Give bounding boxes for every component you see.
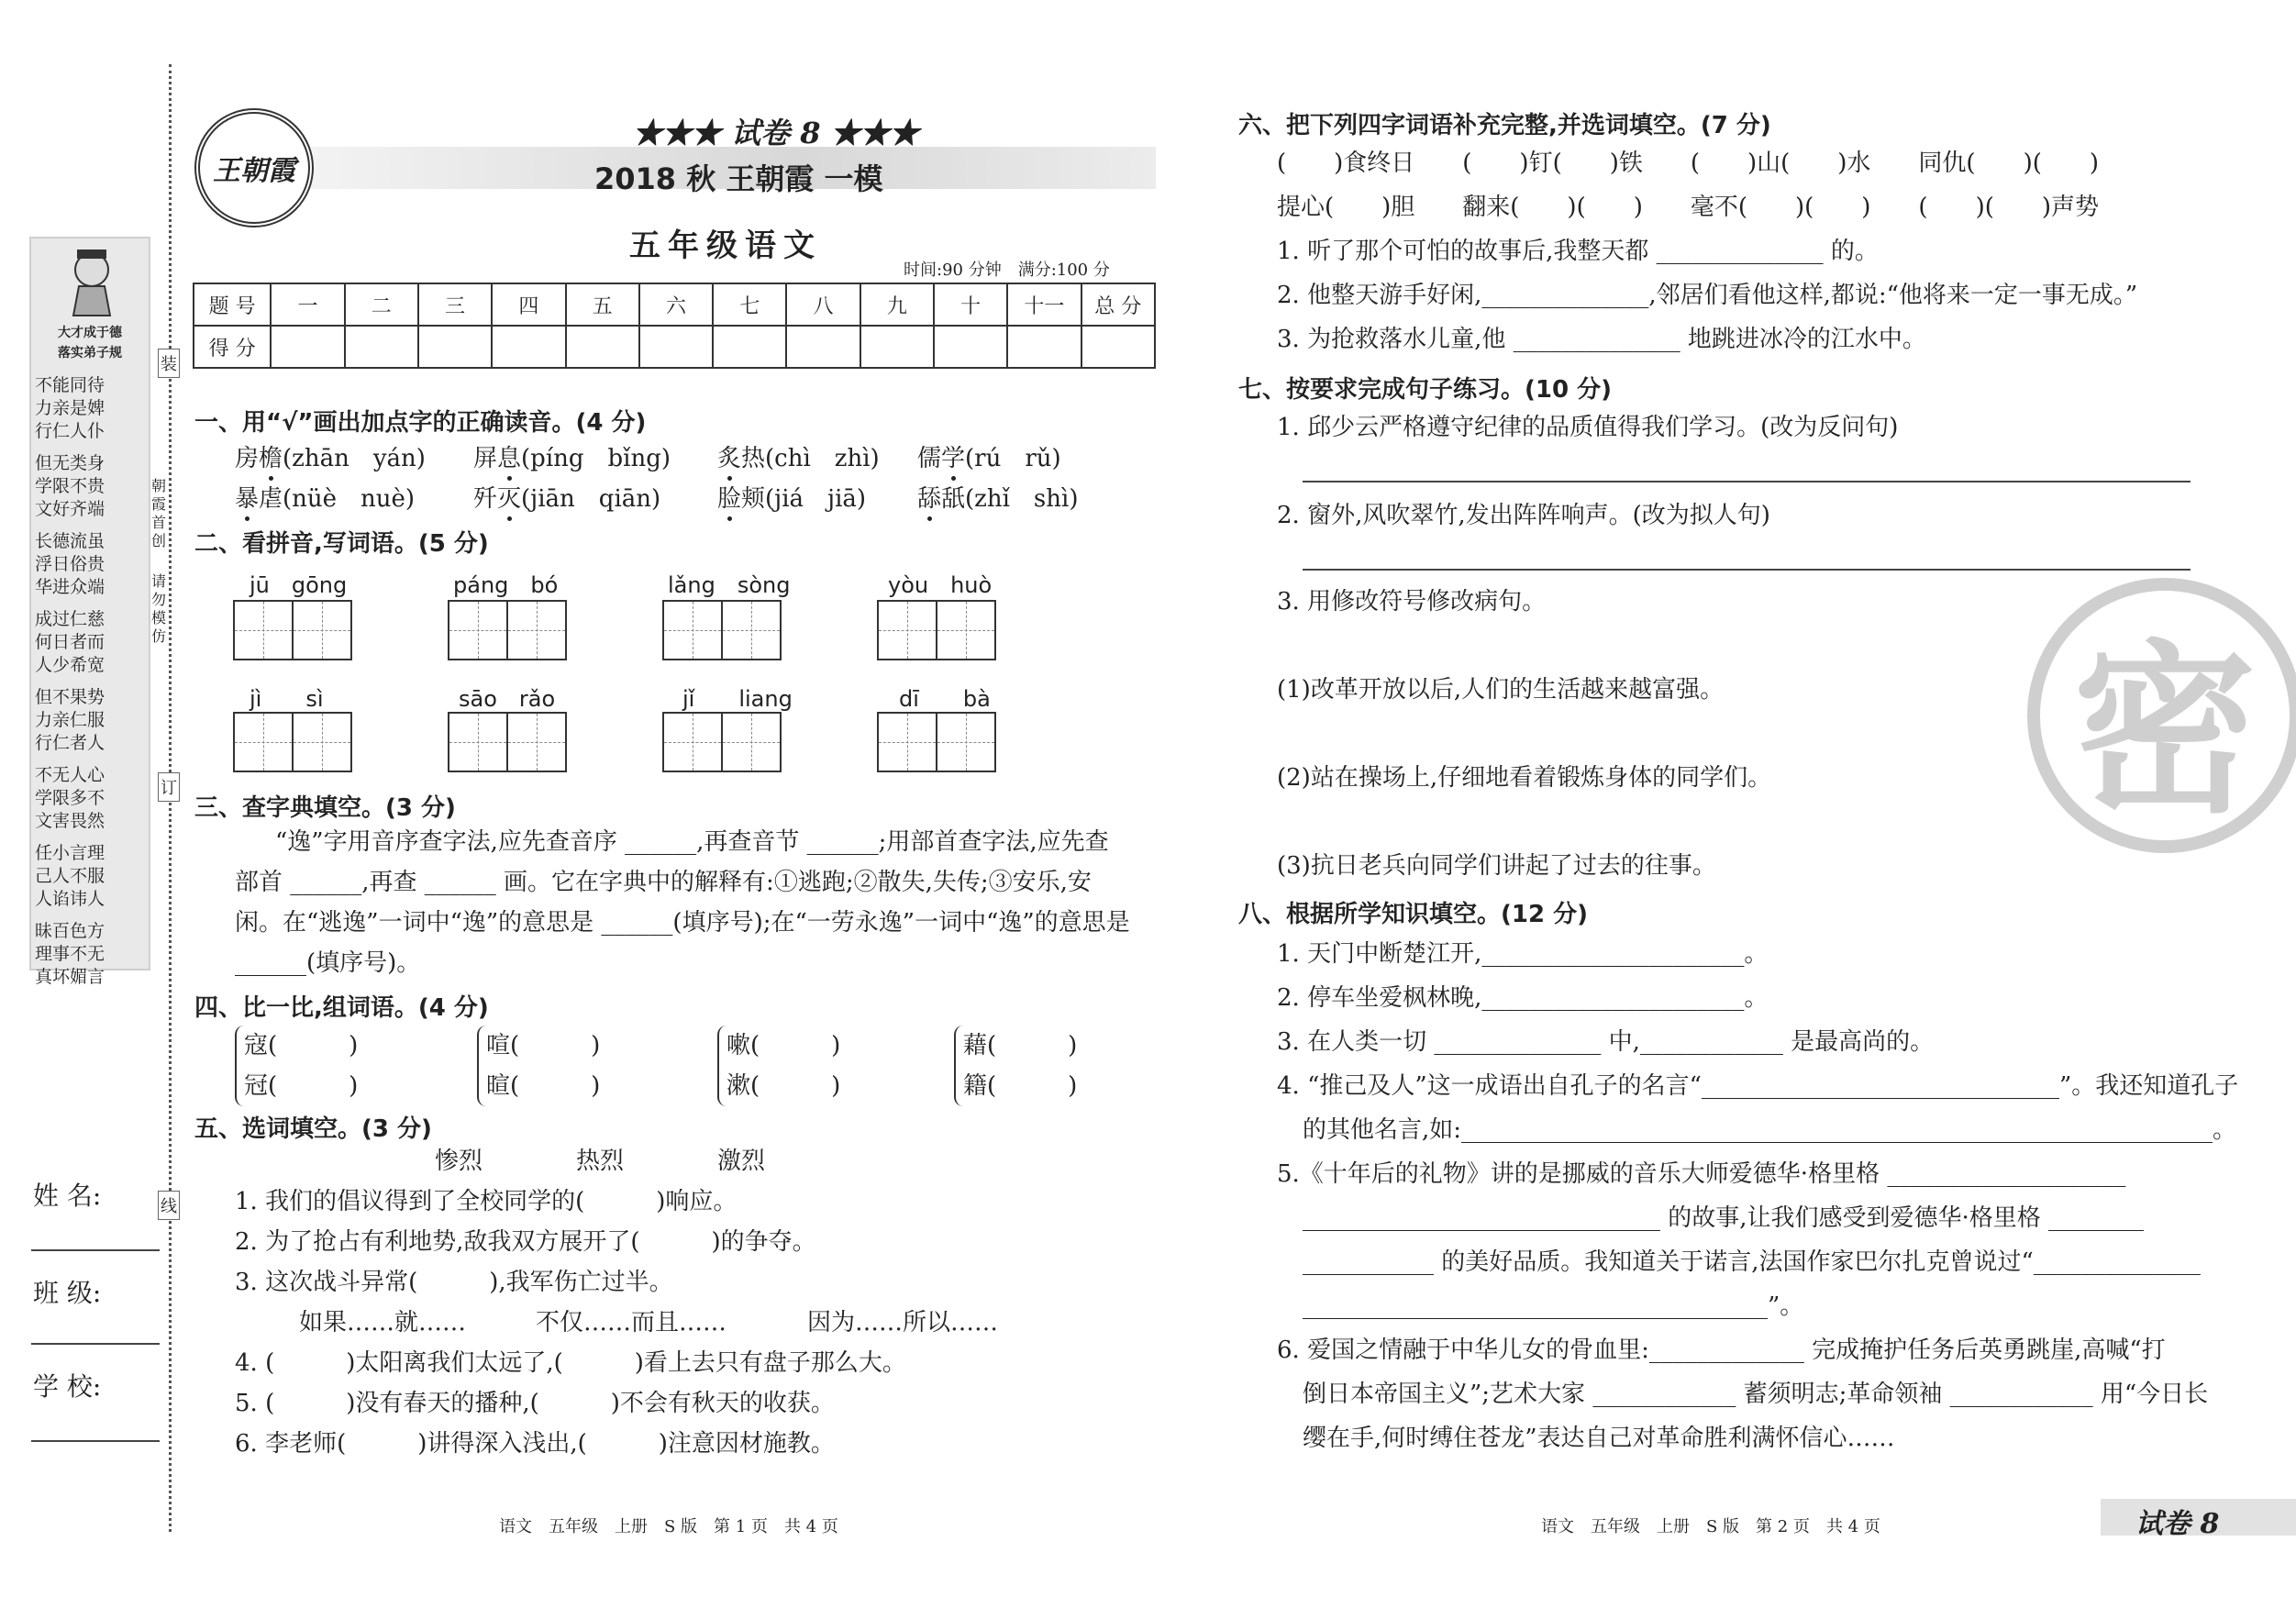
section-7-title: 七、按要求完成句子练习。(10 分): [1238, 376, 1612, 404]
compare-pair: 藉( ) 籍( ): [954, 1026, 1077, 1106]
s1-item: 屏息(píng bǐng): [473, 445, 671, 472]
motto-group: 不能同待 力亲是婢 行仁人仆: [35, 375, 105, 441]
motto-group: 不无人心 学限多不 文害畏然: [35, 765, 105, 831]
writing-grid[interactable]: [662, 712, 780, 772]
section-3-title: 三、查字典填空。(3 分): [194, 794, 456, 822]
side-mark-xian: 线: [158, 1191, 180, 1220]
s5-item: 6. 李老师( )讲得深入浅出,( )注意因材施教。: [235, 1430, 835, 1458]
s8-line: 的其他名言,如:_______________________________________________________________。: [1303, 1116, 2237, 1144]
s3-line: 闲。在“逃逸”一词中“逸”的意思是 ______(填序号);在“一劳永逸”一词中“逸”的意思是: [235, 909, 1130, 937]
score-cell[interactable]: [786, 326, 860, 368]
pinyin-label: jū gōng: [250, 572, 348, 598]
footer-left: 语文 五年级 上册 S 版 第 1 页 共 4 页: [499, 1517, 838, 1536]
s6-item: 1. 听了那个可怕的故事后,我整天都 ______________ 的。: [1277, 238, 1879, 265]
section-6-title: 六、把下列四字词语补充完整,并选词填空。(7 分): [1238, 112, 1771, 139]
motto-line: 大才成于德: [58, 326, 122, 340]
s5-item: 3. 这次战斗异常( ),我军伤亡过半。: [235, 1269, 673, 1296]
side-mark-ding: 订: [158, 772, 180, 802]
school-field-line[interactable]: [31, 1440, 160, 1442]
score-table: [193, 283, 1156, 369]
school-field-label: 学 校:: [33, 1371, 102, 1402]
score-cell[interactable]: [713, 326, 786, 368]
pinyin-label: yòu huò: [888, 572, 993, 598]
s5-item: 2. 为了抢占有利地势,敌我双方展开了( )的争夺。: [235, 1228, 816, 1256]
compare-pair: 嗽( ) 漱( ): [717, 1026, 840, 1106]
motto-group: 长德流虽 浮日俗贵 华进众端: [35, 531, 105, 597]
s1-item: 舔舐(zhǐ shì): [917, 485, 1079, 513]
word-option: 不仅……而且……: [536, 1309, 727, 1336]
s7-item: 2. 窗外,风吹翠竹,发出阵阵响声。(改为拟人句): [1277, 502, 1770, 529]
pinyin-label: jì sì: [250, 686, 324, 712]
score-cell[interactable]: [418, 326, 492, 368]
table-cell: 总 分: [1081, 283, 1155, 326]
name-field-label: 姓 名:: [33, 1181, 102, 1211]
footer-right: 语文 五年级 上册 S 版 第 2 页 共 4 页: [1541, 1517, 1880, 1536]
class-field-label: 班 级:: [33, 1278, 102, 1308]
s3-line: ______(填序号)。: [235, 949, 421, 977]
name-field-line[interactable]: [31, 1249, 160, 1251]
score-cell[interactable]: [566, 326, 639, 368]
compare-pair: 寇( ) 冠( ): [235, 1026, 358, 1106]
word-option: 惨烈: [435, 1148, 483, 1175]
s6-row: ( )食终日 ( )钉( )铁 ( )山( )水 同仇( )( ): [1277, 150, 2100, 177]
pinyin-label: lǎng sòng: [668, 572, 791, 598]
word-option: 热烈: [576, 1148, 625, 1175]
writing-grid[interactable]: [448, 712, 565, 772]
s7-sub: (2)站在操场上,仔细地看着锻炼身体的同学们。: [1277, 764, 1772, 792]
section-5-title: 五、选词填空。(3 分): [194, 1115, 432, 1143]
s1-item: 歼灭(jiān qiān): [473, 485, 661, 513]
exam-title: 2018 秋 王朝霞 一模: [594, 161, 883, 196]
compare-pair: 喧( ) 暄( ): [477, 1026, 600, 1106]
time-score: 时间:90 分钟 满分:100 分: [904, 261, 1110, 280]
s7-sub: (1)改革开放以后,人们的生活越来越富强。: [1277, 676, 1725, 704]
pinyin-label: jǐ liang: [682, 686, 793, 712]
writing-grid[interactable]: [662, 600, 780, 660]
s6-item: 3. 为抢救落水儿童,他 ______________ 地跳进冰冷的江水中。: [1277, 326, 1926, 353]
section-2-title: 二、看拼音,写词语。(5 分): [194, 530, 489, 558]
writing-grid[interactable]: [233, 600, 350, 660]
pinyin-label: sāo rǎo: [459, 686, 556, 712]
answer-line[interactable]: [1303, 481, 2191, 482]
motto-group: 但无类身 学限不贵 文好齐端: [35, 453, 105, 519]
s7-item: 3. 用修改符号修改病句。: [1277, 588, 1547, 616]
table-cell: 四: [492, 283, 565, 326]
s8-line: 6. 爱国之情融于中华儿女的骨血里:_____________ 完成掩护任务后英勇跳崖,高喊“打: [1277, 1336, 2166, 1364]
table-cell: 十: [934, 283, 1007, 326]
s1-item: 房檐(zhān yán): [235, 445, 426, 472]
s8-line: 1. 天门中断楚江开,______________________。: [1277, 940, 1769, 968]
motto-group: 但不果势 力亲仁服 行仁者人: [35, 687, 105, 753]
pinyin-label: dī bà: [899, 686, 991, 712]
s6-item: 2. 他整天游手好闲,______________,邻居们看他这样,都说:“他将来一定一事无成。”: [1277, 282, 2138, 309]
motto-group: 昧百色方 理事不无 真坏媚言: [35, 921, 105, 987]
table-cell: 题 号: [194, 283, 271, 326]
word-option: 因为……所以……: [807, 1309, 999, 1336]
s6-row: 提心( )胆 翻来( )( ) 毫不( )( ) ( )( )声势: [1277, 194, 2100, 221]
s7-sub: (3)抗日老兵向同学们讲起了过去的往事。: [1277, 852, 1716, 880]
s8-line: _______________________________________”。: [1303, 1292, 1804, 1320]
s8-line: 缨在手,何时缚住苍龙”表达自己对革命胜利满怀信心……: [1303, 1425, 1895, 1452]
section-8-title: 八、根据所学知识填空。(12 分): [1238, 901, 1588, 928]
s5-item: 1. 我们的倡议得到了全校同学的( )响应。: [235, 1188, 738, 1215]
score-cell[interactable]: [492, 326, 565, 368]
s1-item: 儒学(rú rǔ): [917, 445, 1061, 472]
subject-title: 五年级语文: [629, 227, 822, 264]
motto-block: [35, 374, 141, 998]
copyright-note: 请勿模仿: [151, 572, 167, 645]
writing-grid[interactable]: [233, 712, 350, 772]
table-cell: 一: [271, 283, 344, 326]
section-4-title: 四、比一比,组词语。(4 分): [194, 994, 489, 1022]
table-cell: 五: [566, 283, 639, 326]
s8-line: ___________ 的美好品质。我知道关于诺言,法国作家巴尔扎克曾说过“______________: [1303, 1248, 2201, 1276]
answer-line[interactable]: [1303, 569, 2191, 571]
score-cell[interactable]: [345, 326, 418, 368]
s1-item: 暴虐(nüè nuè): [235, 485, 416, 513]
mascot-figure: [55, 244, 128, 317]
corner-paper-label: 试卷 8: [2135, 1508, 2220, 1540]
top-motto: [35, 323, 145, 363]
table-cell: 二: [345, 283, 418, 326]
s8-line: 倒日本帝国主义”;艺术大家 ____________ 蓄须明志;革命领袖 ____________ 用“今日长: [1303, 1381, 2209, 1408]
writing-grid[interactable]: [877, 600, 994, 660]
writing-grid[interactable]: [448, 600, 565, 660]
table-cell: 三: [418, 283, 492, 326]
table-cell: 十一: [1007, 283, 1081, 326]
section-1-title: 一、用“√”画出加点字的正确读音。(4 分): [194, 409, 647, 437]
s3-line: 部首 ______,再查 ______ 画。它在字典中的解释有:①逃跑;②散失,失传;③安乐,安: [235, 869, 1092, 896]
brand-logo: 王朝霞: [194, 108, 314, 227]
table-cell: 七: [713, 283, 786, 326]
word-option: 如果……就……: [299, 1309, 467, 1336]
pinyin-label: páng bó: [453, 572, 559, 598]
s5-item: 5. ( )没有春天的播种,( )不会有秋天的收获。: [235, 1390, 835, 1417]
s7-item: 1. 邱少云严格遵守纪律的品质值得我们学习。(改为反问句): [1277, 414, 1899, 441]
table-cell: 六: [639, 283, 713, 326]
class-field-line[interactable]: [31, 1343, 160, 1345]
s8-line: 2. 停车坐爱枫林晚,______________________。: [1277, 984, 1769, 1012]
s8-line: 3. 在人类一切 ______________ 中,____________ 是最高尚的。: [1277, 1028, 1935, 1056]
table-cell: 得 分: [194, 326, 271, 368]
motto-group: 任小言理 己人不服 人谄讳人: [35, 843, 105, 909]
score-cell[interactable]: [1007, 326, 1081, 368]
paper-label: ★★★ 试卷 8 ★★★: [633, 116, 919, 150]
score-cell[interactable]: [934, 326, 1007, 368]
confidential-stamp: 密: [2027, 578, 2296, 853]
score-cell[interactable]: [1081, 326, 1155, 368]
s8-line: ______________________________ 的故事,让我们感受到爱德华·格里格 ________: [1303, 1204, 2145, 1232]
s1-item: 炙热(chì zhì): [717, 445, 880, 472]
table-cell: 九: [860, 283, 934, 326]
score-cell[interactable]: [639, 326, 713, 368]
word-option: 激烈: [717, 1148, 766, 1175]
copyright-note: 朝霞首创: [151, 477, 167, 549]
score-cell[interactable]: [271, 326, 344, 368]
score-cell[interactable]: [860, 326, 934, 368]
table-cell: 八: [786, 283, 860, 326]
s8-line: 4. “推己及人”这一成语出自孔子的名言“______________________________”。我还知道孔子: [1277, 1072, 2239, 1100]
side-mark-zhuang: 装: [158, 349, 180, 378]
writing-grid[interactable]: [877, 712, 994, 772]
s3-line: “逸”字用音序查字法,应先查音序 ______,再查音节 ______;用部首查字法,应先查: [275, 828, 1109, 856]
s5-item: 4. ( )太阳离我们太远了,( )看上去只有盘子那么大。: [235, 1349, 906, 1377]
motto-group: 成过仁慈 何日者而 人少希宽: [35, 609, 105, 675]
motto-line: 落实弟子规: [58, 346, 122, 360]
s8-line: 5.《十年后的礼物》讲的是挪威的音乐大师爱德华·格里格 ____________________: [1277, 1160, 2126, 1188]
s1-item: 脸颊(jiá jiā): [717, 485, 867, 513]
